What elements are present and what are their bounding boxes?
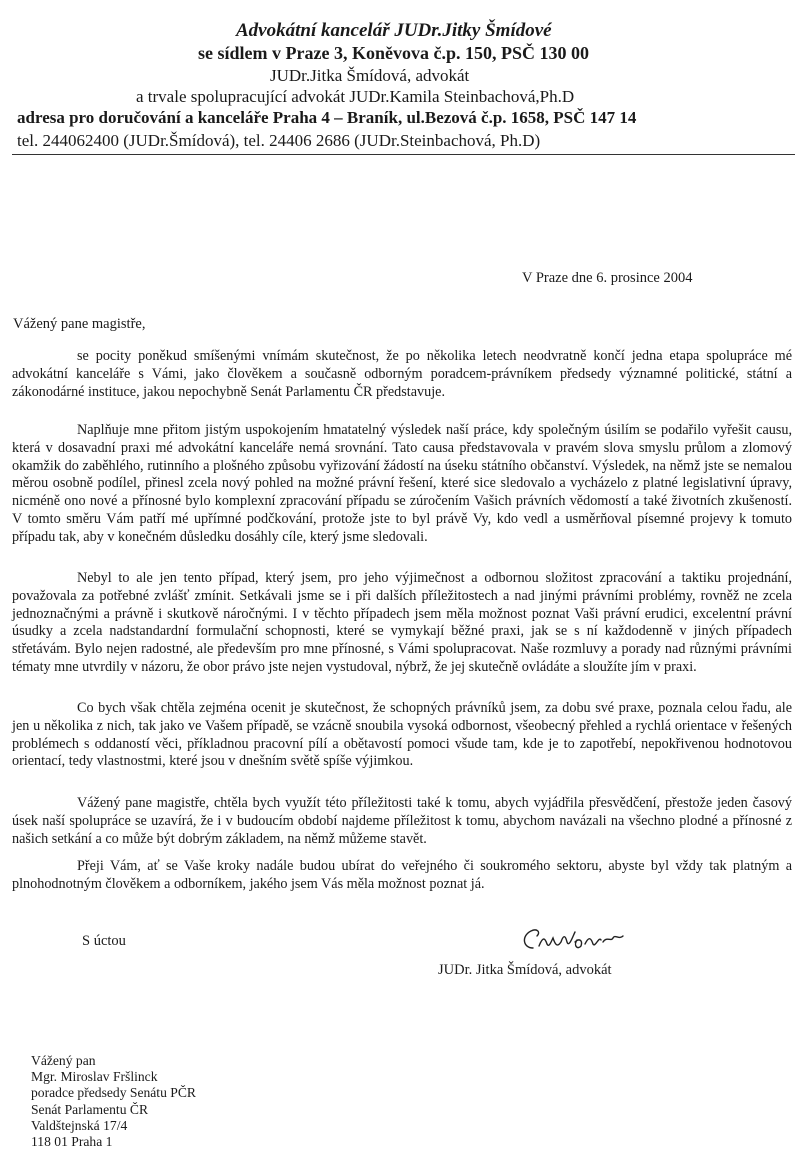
paragraph-6: Přeji Vám, ať se Vaše kroky nadále budou ubírat do veřejného či soukromého sektoru, abyste byl vždy tak platným a plnohodnotným člověkem a odborníkem, jakého jsem Vás měla možnost poznat já. bbox=[12, 858, 792, 892]
paragraph-3: Nebyl to ale jen tento případ, který jsem, pro jeho výjimečnost a odbornou složitost zpracování a taktiku projednání, považovala za potřebné zvlášť zmínit. Setkávali jsme se i při dalších příležitostech a nad jinými právními problémy, rovněž ne zcela jednoznačnými a právně i skutkově náročnými. I v těchto případech jsem měla možnost poznat Vaši právní erudici, excelentní právní úsudky a zcela nadstandardní formulační schopnosti, které se vymykají běžné praxi, jak se s ní každodenně v jiných případech střetávám. Bylo nejen radostné, ale především pro mne přínosné, s Vámi spolupracovat. Naše rozmluvy a porady nad různými právními tématy mne utvrdily v názoru, že obor právo jste nejen vystudoval, nýbrž, že jej skutečně ovládáte a sloužíte jím v praxi. bbox=[12, 570, 792, 675]
signer-name: JUDr. Jitka Šmídová, advokát bbox=[438, 962, 612, 978]
letterhead-partner: a trvale spolupracující advokát JUDr.Kamila Steinbachová,Ph.D bbox=[136, 87, 575, 106]
handwritten-signature bbox=[515, 918, 630, 963]
recipient-line: Mgr. Miroslav Fršlinck bbox=[31, 1069, 158, 1085]
letterhead-delivery-address: adresa pro doručování a kanceláře Praha 4 – Braník, ul.Bezová č.p. 1658, PSČ 147 14 bbox=[17, 108, 637, 127]
letterhead-divider bbox=[12, 154, 795, 155]
recipient-line: poradce předsedy Senátu PČR bbox=[31, 1085, 196, 1101]
letterhead-office-name: Advokátní kancelář JUDr.Jitky Šmídové bbox=[236, 20, 552, 41]
letter-date: V Praze dne 6. prosince 2004 bbox=[522, 270, 693, 286]
paragraph-4: Co bych však chtěla zejména ocenit je skutečnost, že schopných právníků jsem, za dobu své praxe, poznala celou řadu, ale jen u několika z nich, tak jako ve Vašem případě, se vzácně snoubila vysoká odbornost, všeobecný přehled a rychlá orientace v řešených problémech s oddaností věci, příkladnou pracovní pílí a obětavostí pomoci všude tam, kde je to zapotřebí, nepokřivenou hodnotovou orientací, tedy vlastnostmi, které jsou v dnešním světě spíše výjimkou. bbox=[12, 700, 792, 770]
closing: S úctou bbox=[82, 933, 126, 949]
paragraph-5: Vážený pane magistře, chtěla bych využít této příležitosti také k tomu, abych vyjádřila přesvědčení, přestože jeden časový úsek naší spolupráce se uzavírá, že i v budoucím období najdeme příležitost k tomu, abychom navázali na všechno plodné a přínosné z našich setkání a co může být dobrým základem, na němž můžeme stavět. bbox=[12, 795, 792, 847]
recipient-line: Valdštejnská 17/4 bbox=[31, 1117, 128, 1133]
recipient-line: Senát Parlamentu ČR bbox=[31, 1101, 149, 1117]
recipient-address bbox=[31, 1053, 196, 1150]
paragraph-2: Naplňuje mne přitom jistým uspokojením hmatatelný výsledek naší práce, kdy společným úsilím se podařilo vyřešit causu, která v dosavadní praxi mé advokátní kanceláře nemá srovnání. Tato causa představovala v pravém slova smyslu průlom a zlomový okamžik do zaběhlého, rutinního a plošného způsobu vyřizování žádostí na úseku státního občanství. Výsledek, na němž jste se nemalou měrou osobně podílel, přinesl zcela nový pohled na možné právní řešení, které sice sledovalo a vycházelo z platné legislativní úpravy, nicméně ono nové a přínosné bylo komplexní zpracování případu se zúročením Vašich právních vědomostí a také životních zkušeností. V tomto směru Vám patří mé upřímné podčkování, protože jste to byl právě Vy, kdo vedl a usměrňoval písemné projevy k tomuto případu tak, aby v konečném důsledku dosáhly cíle, který jsme sledovali. bbox=[12, 422, 792, 545]
letterhead-lawyer: JUDr.Jitka Šmídová, advokát bbox=[270, 66, 470, 85]
salutation: Vážený pane magistře, bbox=[13, 316, 146, 332]
recipient-line: Vážený pan bbox=[31, 1053, 96, 1068]
paragraph-1: se pocity poněkud smíšenými vnímám skutečnost, že po několika letech neodvratně končí jedna etapa spolupráce mé advokátní kanceláře s Vámi, jako člověkem a současně odborným poradcem-právníkem předsedy významné politické, státní a zákonodárné instituce, jakou nepochybně Senát Parlamentu ČR představuje. bbox=[12, 348, 792, 400]
letterhead-phones: tel. 244062400 (JUDr.Šmídová), tel. 24406 2686 (JUDr.Steinbachová, Ph.D) bbox=[17, 131, 541, 150]
recipient-line: 118 01 Praha 1 bbox=[31, 1134, 113, 1150]
letterhead-seat-address: se sídlem v Praze 3, Koněvova č.p. 150, PSČ 130 00 bbox=[198, 43, 589, 63]
